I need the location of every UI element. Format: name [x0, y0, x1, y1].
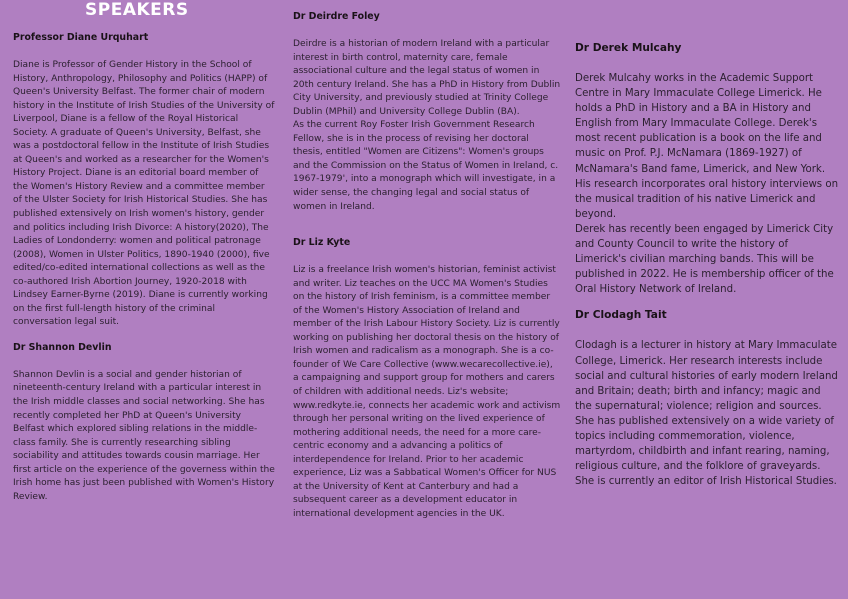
speaker-bio: Diane is Professor of Gender History in the School of History, Anthropology, Philosophy and Politics (HAPP) of Queen's University Belfast. The former chair of modern history in the Institute of Irish Studies of the University of Liverpool, Diane is a fellow of the Royal Historical Society. A graduate of Queen's University, Belfast, she was a postdoctoral fellow in the Institute of Irish Studies at Queen's and worked as a researcher for the Women's History Project. Diane is an editorial board member of the Women's History Review and a committee member of the Ulster Society for Irish Historical Studies. She has published extensively on Irish women's history, gender and politics including Irish Divorce: A history(2020), The Ladies of Londonderry: women and political patronage (2008), Women in Ulster Politics, 1890-1940 (2000), five edited/co-edited international collections as well as the co-authored Irish Abortion Journey, 1920-2018 with Lindsey Earner-Byrne (2019). Diane is currently working on the first full-length history of the criminal conversation legal suit. — [13, 60, 275, 328]
speaker-shannon-devlin — [13, 341, 275, 504]
speaker-derek-mulcahy — [575, 41, 840, 297]
speaker-bio: Clodagh is a lecturer in history at Mary Immaculate College, Limerick. Her research interests include social and cultural histories of early modern Ireland and Britain; death; birth and infancy; magic and the supernatural; violence; religion and sources. She has published extensively on a wide variety of topics including commemoration, violence, martyrdom, childbirth and infant rearing, naming, religious culture, and the folklore of graveyards. She is currently an editor of Irish Historical Studies. — [575, 340, 838, 488]
speakers-column-middle — [293, 10, 561, 522]
speaker-bio: Shannon Devlin is a social and gender historian of nineteenth-century Ireland with a particular interest in the Irish middle classes and social networking. She has recently completed her PhD at Queen's University Belfast which explored sibling relations in the middle-class family. She is currently researching sibling sociability and attitudes towards cousin marriage. Her first article on the experience of the governess within the Irish home has just been published with Women's History Review. — [13, 369, 275, 502]
speaker-name: Dr Shannon Devlin — [13, 341, 112, 353]
speakers-column-right — [575, 41, 840, 489]
speaker-name: Professor Diane Urquhart — [13, 32, 149, 43]
page-title: SPEAKERS — [85, 0, 189, 20]
speaker-clodagh-tait — [575, 308, 840, 489]
speaker-diane-urquhart — [13, 31, 275, 330]
speaker-bio: As the current Roy Foster Irish Government Research Fellow, she is in the process of revising her doctoral thesis, entitled "Women are Citizens": Women's groups and the Commission on the Status of Women in Ireland, c. 1967-1979', into a monograph which will investigate, in a wider sense, the changing legal and social status of women in Ireland. — [293, 120, 559, 212]
speaker-name: Dr Liz Kyte — [293, 237, 351, 249]
speaker-name: Dr Derek Mulcahy — [575, 42, 682, 54]
speaker-bio: Derek Mulcahy works in the Academic Support Centre in Mary Immaculate College Limerick. He holds a PhD in History and a BA in History and English from Mary Immaculate College. Derek's most recent publication is a book on the life and music on Prof. P.J. McNamara (1869-1927) of McNamara's Band fame, Limerick, and New York. His research incorporates oral history interviews on the musical tradition of his native Limerick and beyond. — [575, 73, 839, 220]
speaker-deirdre-foley — [293, 10, 561, 214]
speakers-column-left — [13, 31, 275, 504]
speaker-name: Dr Deirdre Foley — [293, 11, 380, 22]
speaker-bio: Derek has recently been engaged by Limerick City and County Council to write the history of Limerick's civilian marching bands. This will be published in 2022. He is membership officer of the Oral History Network of Ireland. — [575, 223, 834, 296]
speaker-name: Dr Clodagh Tait — [575, 309, 667, 322]
speaker-liz-kyte — [293, 236, 561, 521]
speaker-bio: Deirdre is a historian of modern Ireland with a particular interest in birth control, maternity care, female associational culture and the legal status of women in 20th century Ireland. She has a PhD in History from Dublin City University, and previously studied at Trinity College Dublin (MPhil) and University College Dublin (BA). — [293, 39, 561, 117]
speaker-bio: Liz is a freelance Irish women's historian, feminist activist and writer. Liz teaches on the UCC MA Women's Studies on the history of Irish feminism, is a committee member of the Women's History Association of Ireland and member of the Irish Labour History Society. Liz is currently working on publishing her doctoral thesis on the history of Irish women and radicalism as a monograph. She is a co-founder of We Care Collective (www.wecarecollective.ie), a campaigning and support group for mothers and carers of children with additional needs. Liz's website; www.redkyte.ie, connects her academic work and activism through her personal writing on the lived experience of mothering additional needs, the need for a more care-centric economy and a advancing a politics of interdependence for Ireland. Prior to her academic experience, Liz was a Sabbatical Women's Officer for NUS at the University of Kent at Canterbury and had a subsequent career as a development educator in international development agencies in the UK. — [293, 265, 561, 519]
